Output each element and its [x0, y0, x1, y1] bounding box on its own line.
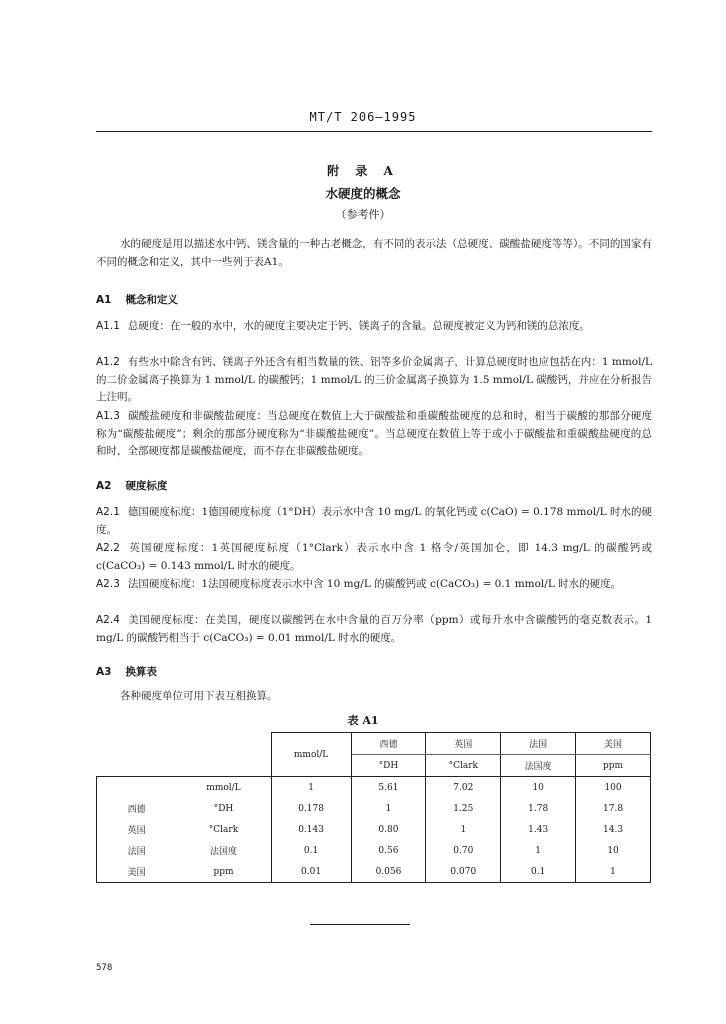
header-country: 法国	[501, 733, 576, 755]
table-cell: 0.01	[271, 861, 351, 883]
row-country: 美国	[97, 861, 177, 883]
header-unit: °Clark	[426, 755, 501, 777]
section-title: 概念和定义	[125, 294, 178, 306]
section-title: 换算表	[125, 666, 157, 678]
row-unit: °DH	[176, 798, 271, 819]
header-rule	[96, 131, 652, 132]
section-number: A3	[96, 666, 112, 678]
clause-text: 法国硬度标度：1法国硬度标度表示水中含 10 mg/L 的碳酸钙或 c(CaCO₃) = 0.1 mmol/L 时水的硬度。	[127, 578, 622, 590]
clause-text: 英国硬度标度：1英国硬度标度（1°Clark）表示水中含 1 格令/英国加仑，即 14.3 mg/L 的碳酸钙或 c(CaCO₃) = 0.143 mmol/L 时水的硬度。	[96, 542, 652, 572]
standard-code-header: MT/T 206—1995	[309, 110, 417, 124]
section-a1-heading	[96, 292, 178, 307]
table-cell: 1	[351, 798, 426, 819]
row-country: 英国	[97, 819, 177, 840]
section-title: 硬度标度	[125, 480, 168, 492]
intro-text: 水的硬度是用以描述水中钙、镁含量的一种古老概念，有不同的表示法（总硬度、碳酸盐硬度等等）。不同的国家有不同的概念和定义，其中一些列于表A1。	[96, 238, 652, 268]
table-cell: 1.78	[501, 798, 576, 819]
table-cell: 100	[576, 777, 651, 799]
clause-a2-2	[96, 540, 652, 575]
clause-text: 总硬度：在一般的水中，水的硬度主要决定于钙、镁离子的含量。总硬度被定义为钙和镁的总浓度。	[127, 320, 590, 332]
table-cell: 0.56	[351, 840, 426, 861]
table-cell: 7.02	[426, 777, 501, 799]
conversion-table	[96, 732, 651, 883]
clause-text: 德国硬度标度：1德国硬度标度（1°DH）表示水中含 10 mg/L 的氧化钙或 c(CaO) = 0.178 mmol/L 时水的硬度。	[96, 506, 652, 536]
table-cell: 0.70	[426, 840, 501, 861]
clause-text: 碳酸盐硬度和非碳酸盐硬度：当总硬度在数值上大于碳酸盐和重碳酸盐硬度的总和时，相当于碳酸的那部分硬度称为“碳酸盐硬度”；剩余的那部分硬度称为“非碳酸盐硬度”。当总硬度在数值上等于或小于碳酸盐和重碳酸盐硬度的总和时，全部硬度都是碳酸盐硬度，而不存在非碳酸盐硬度。	[96, 410, 652, 457]
table-cell: 0.056	[351, 861, 426, 883]
clause-number: A2.1	[96, 506, 120, 518]
clause-number: A2.2	[96, 542, 120, 554]
header-mmol: mmol/L	[271, 733, 351, 777]
table-cell: 1	[576, 861, 651, 883]
section-a2-heading	[96, 478, 167, 493]
table-cell: 0.070	[426, 861, 501, 883]
clause-a1-1	[96, 318, 652, 336]
table-cell: 14.3	[576, 819, 651, 840]
table-caption: 表 A1	[347, 714, 379, 727]
section-a3-intro-text: 各种硬度单位可用下表互相换算。	[120, 690, 278, 702]
table-corner-cell	[97, 733, 272, 777]
clause-a1-3	[96, 408, 652, 461]
clause-number: A1.2	[96, 356, 120, 368]
table-cell: 10	[501, 777, 576, 799]
row-country: 西德	[97, 798, 177, 819]
clause-text: 美国硬度标度：在美国，硬度以碳酸钙在水中含量的百万分率（ppm）或每升水中含碳酸钙的毫克数表示。1 mg/L 的碳酸钙相当于 c(CaCO₃) = 0.01 mmol/L 时水的硬度。	[96, 614, 652, 644]
table-cell: 0.1	[501, 861, 576, 883]
table-cell: 0.80	[351, 819, 426, 840]
table-cell: 1	[501, 840, 576, 861]
clause-a2-3	[96, 576, 652, 594]
clause-number: A1.3	[96, 410, 120, 422]
table-cell: 0.178	[271, 798, 351, 819]
table-cell: 1	[271, 777, 351, 799]
header-unit: °DH	[351, 755, 426, 777]
section-a3-heading	[96, 664, 157, 679]
table-row	[97, 819, 651, 840]
table-cell: 5.61	[351, 777, 426, 799]
table-cell: 0.143	[271, 819, 351, 840]
table-cell: 0.1	[271, 840, 351, 861]
row-unit: 法国度	[176, 840, 271, 861]
table-cell: 17.8	[576, 798, 651, 819]
table-cell: 1.25	[426, 798, 501, 819]
header-unit: ppm	[576, 755, 651, 777]
row-unit: °Clark	[176, 819, 271, 840]
section-a3-intro	[96, 688, 652, 706]
table-cell: 1	[426, 819, 501, 840]
clause-a2-1	[96, 504, 652, 539]
clause-number: A1.1	[96, 320, 120, 332]
table-row	[97, 861, 651, 883]
page-number: 578	[96, 963, 113, 973]
header-country: 西德	[351, 733, 426, 755]
clause-a1-2	[96, 354, 652, 407]
clause-text: 有些水中除含有钙、镁离子外还含有相当数量的铁、铝等多价金属离子，计算总硬度时也应包括在内：1 mmol/L 的二价金属离子换算为 1 mmol/L 的碳酸钙；1 mmol/L 的三价金属离子换算为 1.5 mmol/L 碳酸钙，并应在分析报告上注明。	[96, 356, 652, 403]
appendix-label: 附 录 A	[327, 164, 399, 178]
row-country	[97, 777, 177, 799]
table-row	[97, 798, 651, 819]
section-number: A1	[96, 294, 112, 306]
clause-number: A2.4	[96, 614, 120, 626]
end-rule	[310, 924, 410, 925]
clause-number: A2.3	[96, 578, 120, 590]
header-country: 英国	[426, 733, 501, 755]
table-cell: 1.43	[501, 819, 576, 840]
header-unit: 法国度	[501, 755, 576, 777]
intro-paragraph	[96, 236, 652, 271]
row-unit: mmol/L	[176, 777, 271, 799]
table-row	[97, 840, 651, 861]
header-country: 美国	[576, 733, 651, 755]
appendix-title: 水硬度的概念	[325, 186, 401, 201]
table-row	[97, 777, 651, 799]
section-number: A2	[96, 480, 112, 492]
appendix-note: （参考件）	[335, 208, 391, 221]
clause-a2-4	[96, 612, 652, 647]
row-country: 法国	[97, 840, 177, 861]
table-cell: 10	[576, 840, 651, 861]
row-unit: ppm	[176, 861, 271, 883]
